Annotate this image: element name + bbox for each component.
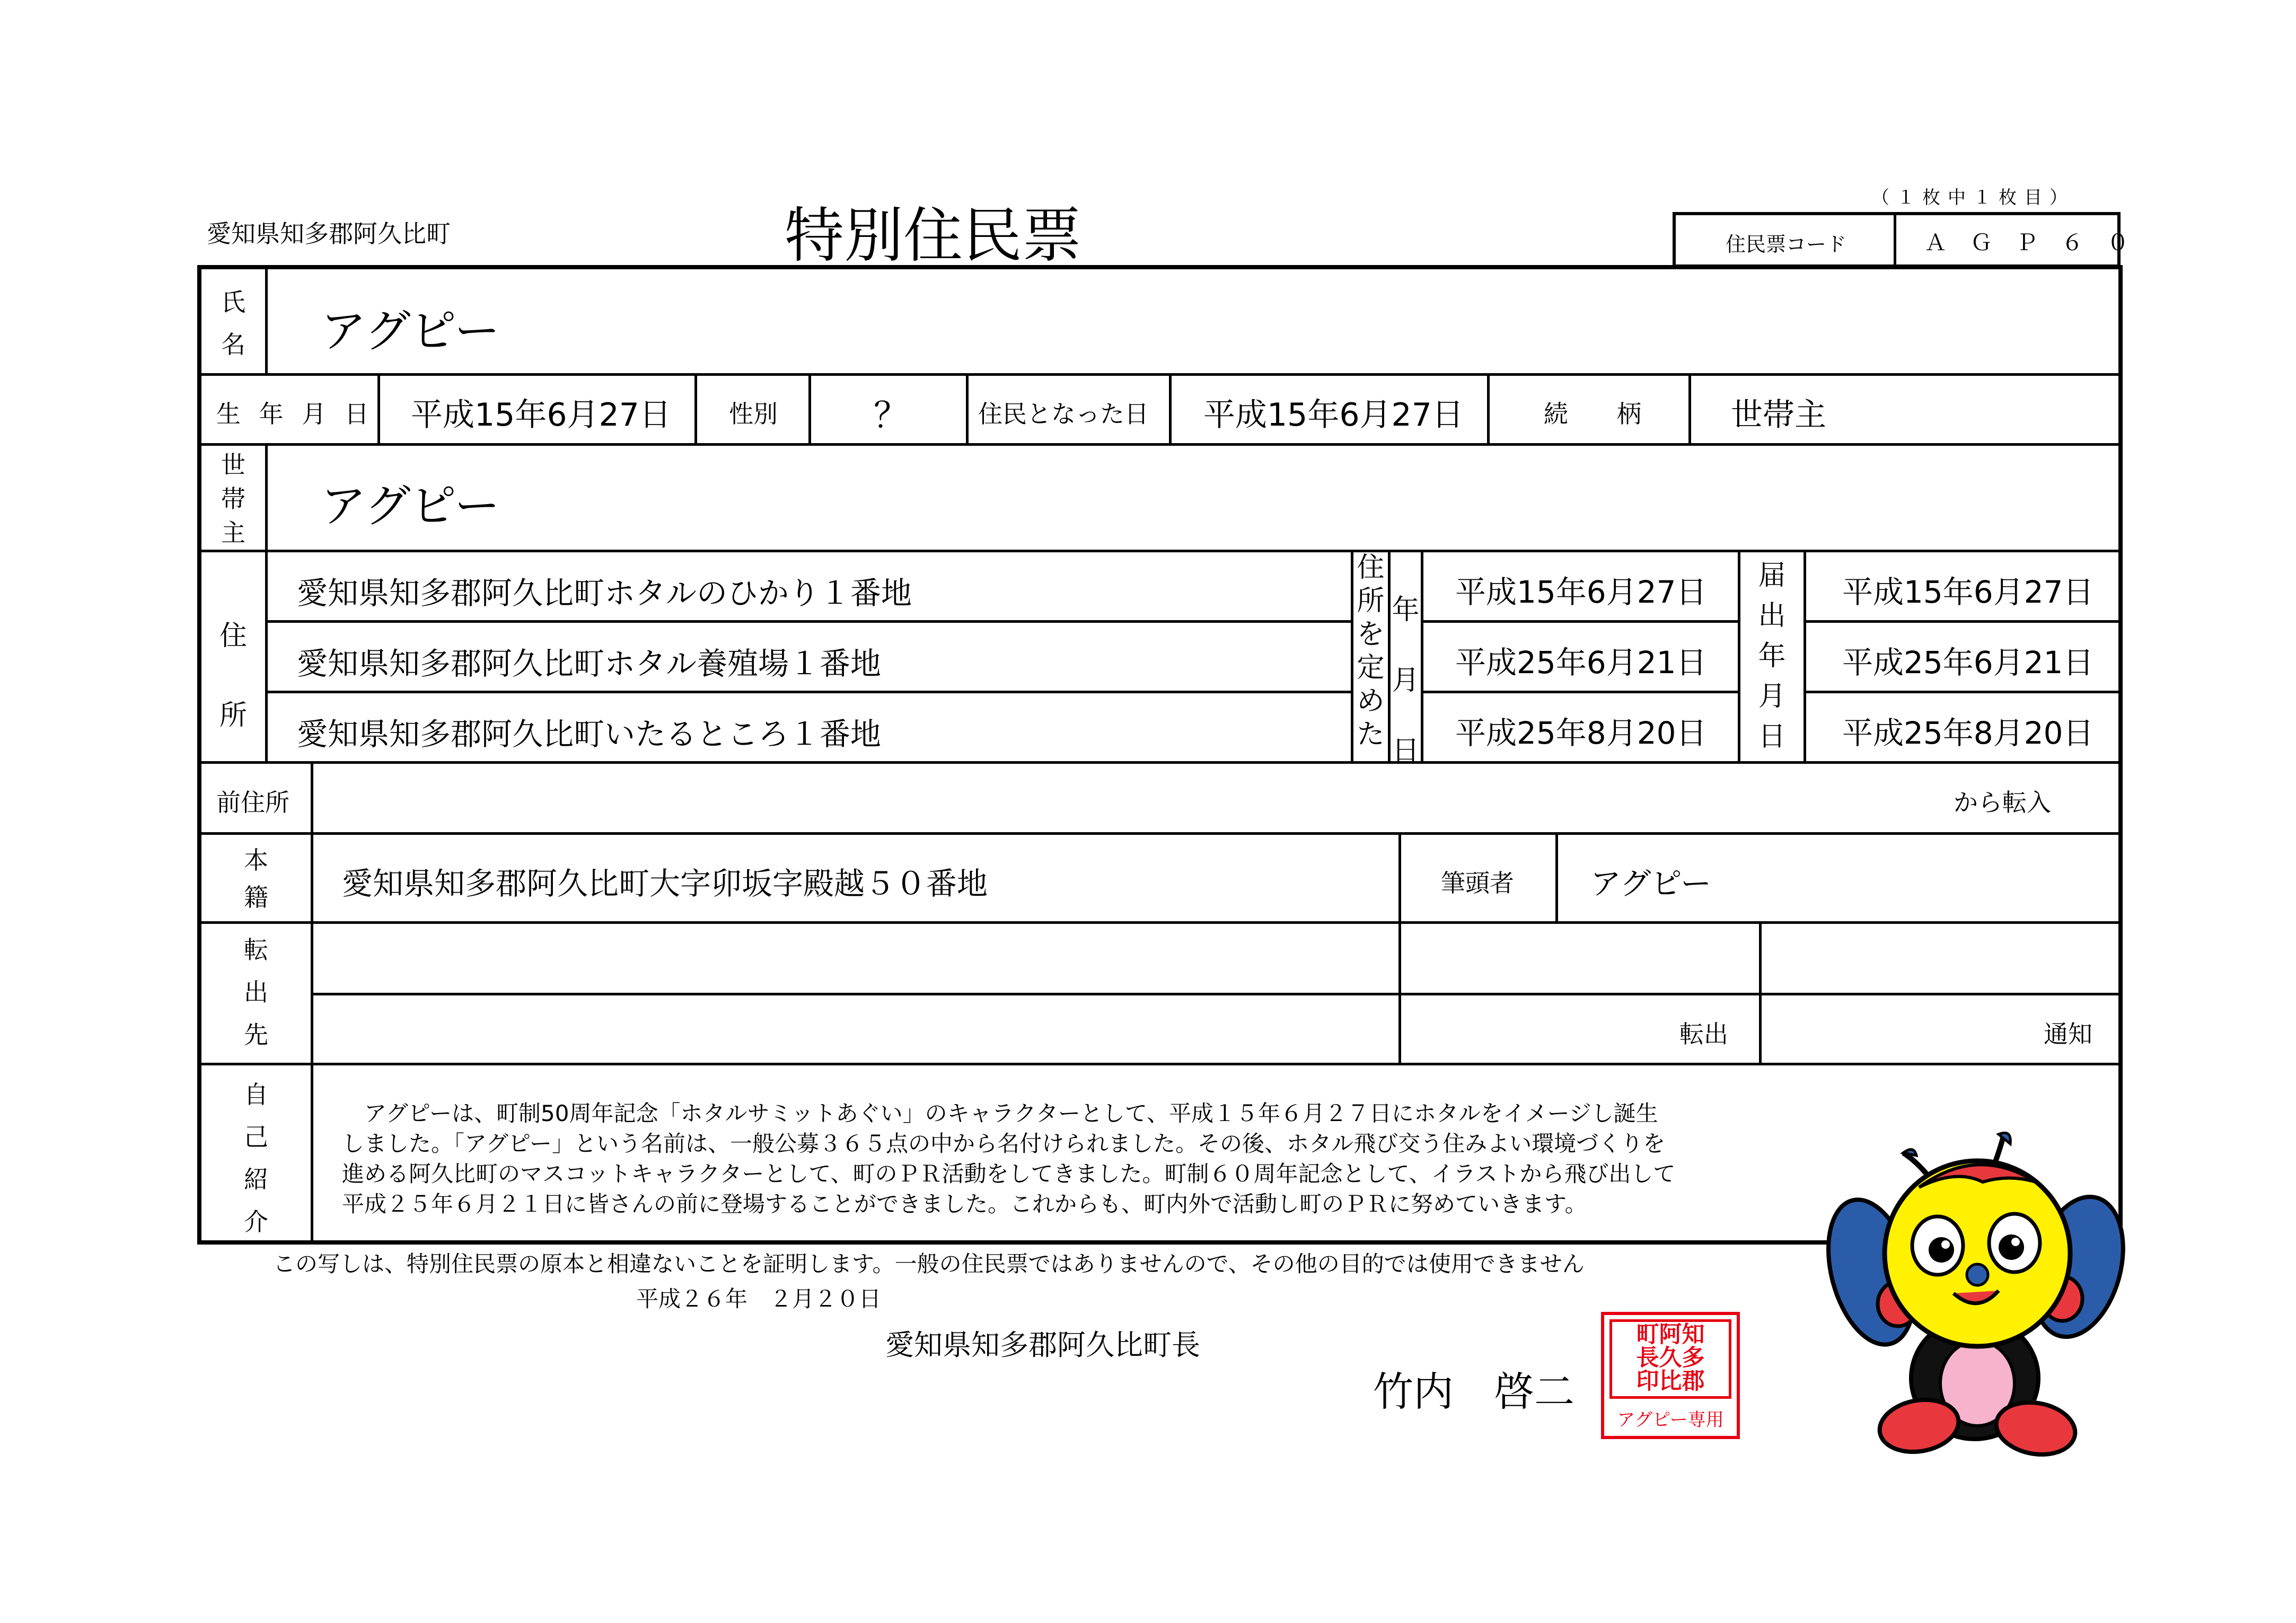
birth-date-label: 生 年 月 日 — [216, 400, 374, 428]
issue-date: 平成２６年 ２月２０日 — [636, 1286, 882, 1312]
sex-label: 性別 — [729, 400, 778, 428]
birth-date-value: 平成15年6月27日 — [411, 396, 671, 434]
document-title: 特別住民票 — [785, 201, 1081, 270]
household-head-label: 世 帯 主 — [221, 451, 245, 547]
moveout-label-text: 転出 — [1679, 1020, 1728, 1048]
notice-label-text: 通知 — [2044, 1020, 2092, 1048]
agupi-mascot-illustration — [1824, 1102, 2131, 1474]
resident-code-value: ＡＧＰ６０ — [1924, 230, 2153, 255]
honseki-value: 愛知県知多郡阿久比町大字卯坂字殿越５０番地 — [342, 866, 988, 902]
previous-address-label: 前住所 — [216, 788, 289, 817]
self-intro-text: アグピーは、町制50周年記念「ホタルサミットあぐい」のキャラクターとして、平成１５年６月２７日にホタルをイメージし誕生 しました。「アグピー」という名前は、一般公募３６５点の中から名付けられました。その後、ホタル飛び交う住みよい環境づくりを 進める阿久比町のマスコットキャラクターとして、町のＰＲ活動をしてきました。町制６０周年記念として、イラストから飛び出して 平成２５年６月２１日に皆さんの前に登場することができました。これからも、町内外で活動し町のＰＲに努めていきます。 — [342, 1100, 1676, 1217]
address-set-date-1: 平成15年6月27日 — [1455, 574, 1707, 610]
municipality-label: 愛知県知多郡阿久比町 — [207, 219, 451, 248]
address-set-label: 住 所 を 定 め た — [1357, 552, 1385, 751]
moveout-label: 転 出 先 — [244, 936, 268, 1049]
family-head-label: 筆頭者 — [1441, 869, 1514, 897]
certification-text: この写しは、特別住民票の原本と相違ないことを証明します。一般の住民票ではありませんので、その他の目的では使用できません — [273, 1251, 1585, 1277]
relation-value: 世帯主 — [1731, 396, 1826, 434]
resident-date-value: 平成15年6月27日 — [1203, 396, 1464, 434]
honseki-label: 本 籍 — [244, 846, 268, 912]
notice-date-3: 平成25年8月20日 — [1842, 715, 2094, 751]
resident-date-label: 住民となった日 — [978, 400, 1149, 428]
notice-date-2: 平成25年6月21日 — [1842, 645, 2094, 681]
address-date-label: 年 月 日 — [1392, 594, 1420, 767]
issuer-name: 竹内 啓二 — [1373, 1368, 1574, 1415]
address-set-date-3: 平成25年8月20日 — [1455, 715, 1707, 751]
household-head-value: アグピー — [321, 480, 500, 533]
family-head-value: アグピー — [1590, 866, 1711, 902]
self-intro-label: 自 己 紹 介 — [244, 1080, 268, 1236]
issuer-title: 愛知県知多郡阿久比町長 — [885, 1328, 1200, 1362]
relation-label: 続 柄 — [1544, 400, 1641, 428]
official-seal: 町阿知 長久多 印比郡 アグピー専用 — [1601, 1312, 1740, 1439]
name-value: アグピー — [321, 305, 500, 358]
page-info: （１枚中１枚目） — [1871, 187, 2075, 208]
address-row-3: 愛知県知多郡阿久比町いたるところ１番地 — [297, 716, 882, 752]
address-row-1: 愛知県知多郡阿久比町ホタルのひかり１番地 — [297, 575, 912, 611]
notice-date-1: 平成15年6月27日 — [1842, 574, 2094, 610]
address-row-2: 愛知県知多郡阿久比町ホタル養殖場１番地 — [297, 646, 882, 682]
resident-code-label: 住民票コード — [1726, 233, 1847, 256]
moved-in-from-label: から転入 — [1954, 788, 2051, 817]
address-label: 住 所 — [219, 620, 247, 731]
name-label: 氏 名 — [221, 288, 245, 359]
sex-value: ？ — [874, 395, 909, 436]
notice-date-label: 届 出 年 月 日 — [1758, 560, 1786, 753]
address-set-date-2: 平成25年6月21日 — [1455, 645, 1707, 681]
